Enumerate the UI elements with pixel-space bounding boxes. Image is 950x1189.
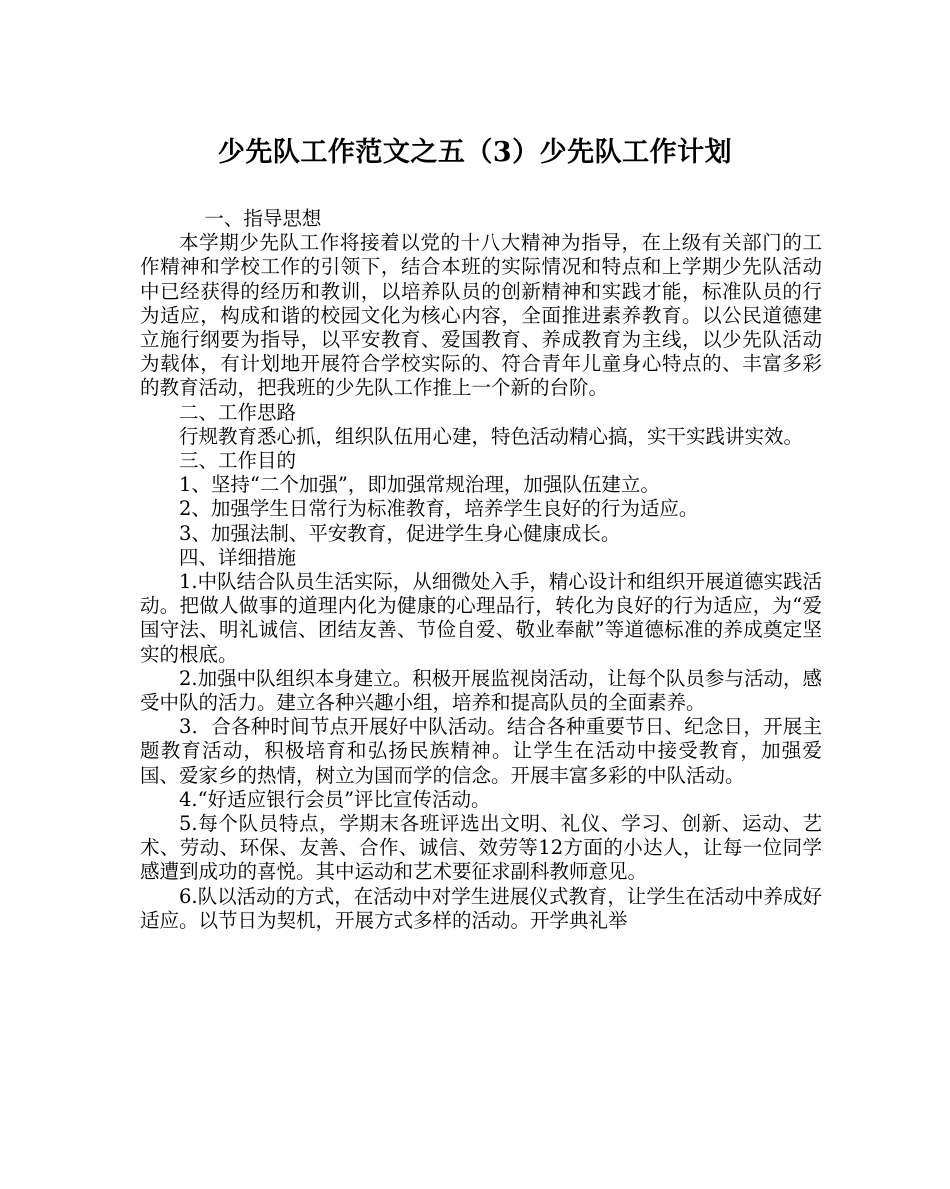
- paragraph-work-approach: 行规教育悉心抓，组织队伍用心建，特色活动精心搞，实干实践讲实效。: [179, 424, 804, 448]
- section-heading-work-approach: 二、工作思路: [179, 400, 297, 424]
- section-heading-measures: 四、详细措施: [179, 545, 297, 569]
- goal-item-1: 1、坚持“二个加强”，即加强常规治理，加强队伍建立。: [179, 473, 660, 497]
- measure-item-6: 6.队以活动的方式，在活动中对学生进展仪式教育，让学生在活动中养成好适应。以节日为契机，开展方式多样的活动。开学典礼举: [140, 884, 822, 932]
- section-heading-work-goals: 三、工作目的: [179, 449, 297, 473]
- measure-item-4: 4.“好适应银行会员”评比宣传活动。: [179, 787, 491, 811]
- measure-item-3: 3．合各种时间节点开展好中队活动。结合各种重要节日、纪念日，开展主题教育活动，积极培育和弘扬民族精神。让学生在活动中接受教育，加强爱国、爱家乡的热情，树立为国而学的信念。开展丰富多彩的中队活动。: [140, 715, 822, 787]
- document-title: 少先队工作范文之五（3）少先队工作计划: [217, 137, 733, 168]
- measure-item-2: 2.加强中队组织本身建立。积极开展监视岗活动，让每个队员参与活动，感受中队的活力。建立各种兴趣小组，培养和提高队员的全面素养。: [140, 666, 822, 715]
- document-body: [140, 207, 822, 933]
- paragraph-guiding-ideology: 本学期少先队工作将接着以党的十八大精神为指导，在上级有关部门的工作精神和学校工作的引领下，结合本班的实际情况和特点和上学期少先队活动中已经获得的经历和教训，以培养队员的创新精神和实践才能，标准队员的行为适应，构成和谐的校园文化为核心内容，全面推进素养教育。以公民道德建立施行纲要为指导，以平安教育、爱国教育、养成教育为主线，以少先队活动为载体，有计划地开展符合学校实际的、符合青年儿童身心特点的、丰富多彩的教育活动，把我班的少先队工作推上一个新的台阶。: [140, 231, 822, 400]
- section-heading-guiding-ideology: 一、指导思想: [204, 207, 322, 230]
- measure-item-5: 5.每个队员特点，学期末各班评选出文明、礼仪、学习、创新、运动、艺术、劳动、环保、友善、合作、诚信、效劳等12方面的小达人，让每一位同学感遭到成功的喜悦。其中运动和艺术要征求副科教师意见。: [140, 812, 822, 884]
- goal-item-2: 2、加强学生日常行为标准教育，培养学生良好的行为适应。: [179, 497, 699, 521]
- measure-item-1: 1.中队结合队员生活实际，从细微处入手，精心设计和组织开展道德实践活动。把做人做事的道理内化为健康的心理品行，转化为良好的行为适应，为“爱国守法、明礼诚信、团结友善、节俭自爱、敬业奉献”等道德标准的养成奠定坚实的根底。: [140, 570, 822, 666]
- goal-item-3: 3、加强法制、平安教育，促进学生身心健康成长。: [179, 521, 621, 545]
